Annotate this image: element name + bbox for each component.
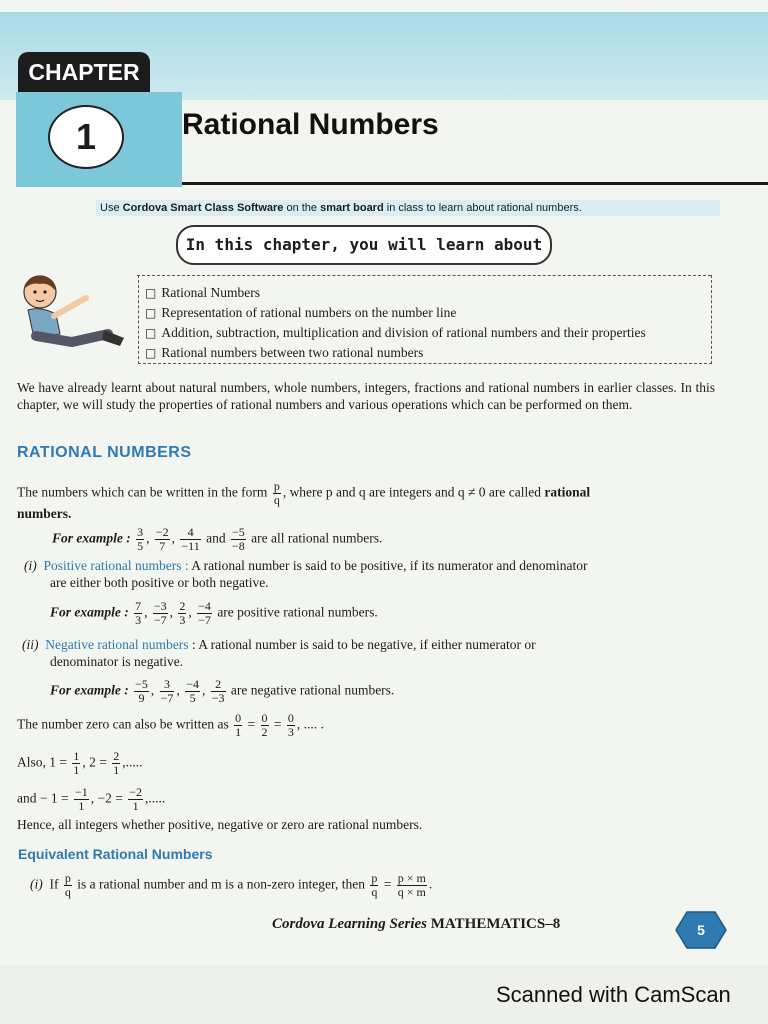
scanner-watermark: Scanned with CamScan	[496, 982, 731, 1007]
and-line: and − 1 = $\frac{-1}{1}$ , −2 = $\frac{-2}{1}$ ,.....	[17, 785, 166, 813]
definition-line: The numbers which can be written in the form $\frac{p}{q}$ , where p and q are integers and q ≠ 0 are called rational	[17, 479, 591, 507]
example-positive: For example : $\frac{7}{3}$ , $\frac{-3}{-7}$ , $\frac{2}{3}$ , $\frac{-4}{-7}$ are positive rational numbers.	[50, 599, 378, 627]
hence-line: Hence, all integers whether positive, negative or zero are rational numbers.	[17, 817, 423, 832]
smart-class-tip: Use Cordova Smart Class Software on the smart board in class to learn about rational numbers.	[96, 200, 720, 216]
footer-series: Cordova Learning Series MATHEMATICS–8	[272, 916, 561, 932]
learn-heading: In this chapter, you will learn about	[176, 225, 552, 265]
list-item: □ Rational numbers between two rational numbers	[145, 345, 424, 360]
chapter-label: CHAPTER	[18, 52, 150, 92]
checkbox-icon: □	[145, 286, 157, 300]
example-negative: For example : $\frac{-5}{9}$ , $\frac{3}{-7}$ , $\frac{-4}{5}$ , $\frac{2}{-3}$ are negative rational numbers.	[50, 677, 395, 705]
chapter-title: Rational Numbers	[182, 108, 439, 141]
title-rule	[182, 182, 768, 185]
list-item: □ Representation of rational numbers on the number line	[145, 305, 457, 320]
also-line: Also, 1 = $\frac{1}{1}$ , 2 = $\frac{2}{1}$ ,.....	[17, 749, 143, 777]
example-1: For example : $\frac{3}{5}$ , $\frac{-2}{7}$ , $\frac{4}{-11}$ and $\frac{-5}{-8}$ are all rational numbers.	[52, 525, 383, 553]
page-number: 5	[697, 922, 705, 938]
boy-illustration	[12, 272, 140, 370]
zero-line: The number zero can also be written as $\frac{0}{1}$ = $\frac{0}{2}$ = $\frac{0}{3}$ , .... .	[17, 711, 324, 739]
intro-paragraph: We have already learnt about natural numbers, whole numbers, integers, fractions and rational numbers in earlier classes. In this chapter, we will study the properties of rational numbers and various operations which can be performed on them.	[17, 380, 715, 412]
negative-def: (ii) Negative rational numbers : A rational number is said to be negative, if either numerator or	[22, 637, 536, 652]
list-item: □ Addition, subtraction, multiplication and division of rational numbers and their properties	[145, 325, 646, 340]
chapter-number: 1	[48, 105, 124, 169]
section-title: RATIONAL NUMBERS	[17, 444, 192, 461]
definition-cont: numbers.	[17, 506, 72, 521]
negative-def-cont: denominator is negative.	[50, 654, 184, 669]
subsection-title: Equivalent Rational Numbers	[18, 846, 213, 862]
positive-def: (i) Positive rational numbers : A rational number is said to be positive, if its numerator and denominator	[24, 558, 588, 573]
checkbox-icon: □	[145, 306, 157, 320]
equiv-line: (i) If $\frac{p}{q}$ is a rational number and m is a non-zero integer, then $\frac{p}{q}$ = $\frac{p \times m}{q \times m}$ .	[30, 871, 433, 899]
checkbox-icon: □	[145, 346, 157, 360]
learning-objectives	[138, 275, 712, 364]
list-item: □ Rational Numbers	[145, 285, 260, 300]
positive-def-cont: are either both positive or both negative.	[50, 575, 269, 590]
checkbox-icon: □	[145, 326, 157, 340]
